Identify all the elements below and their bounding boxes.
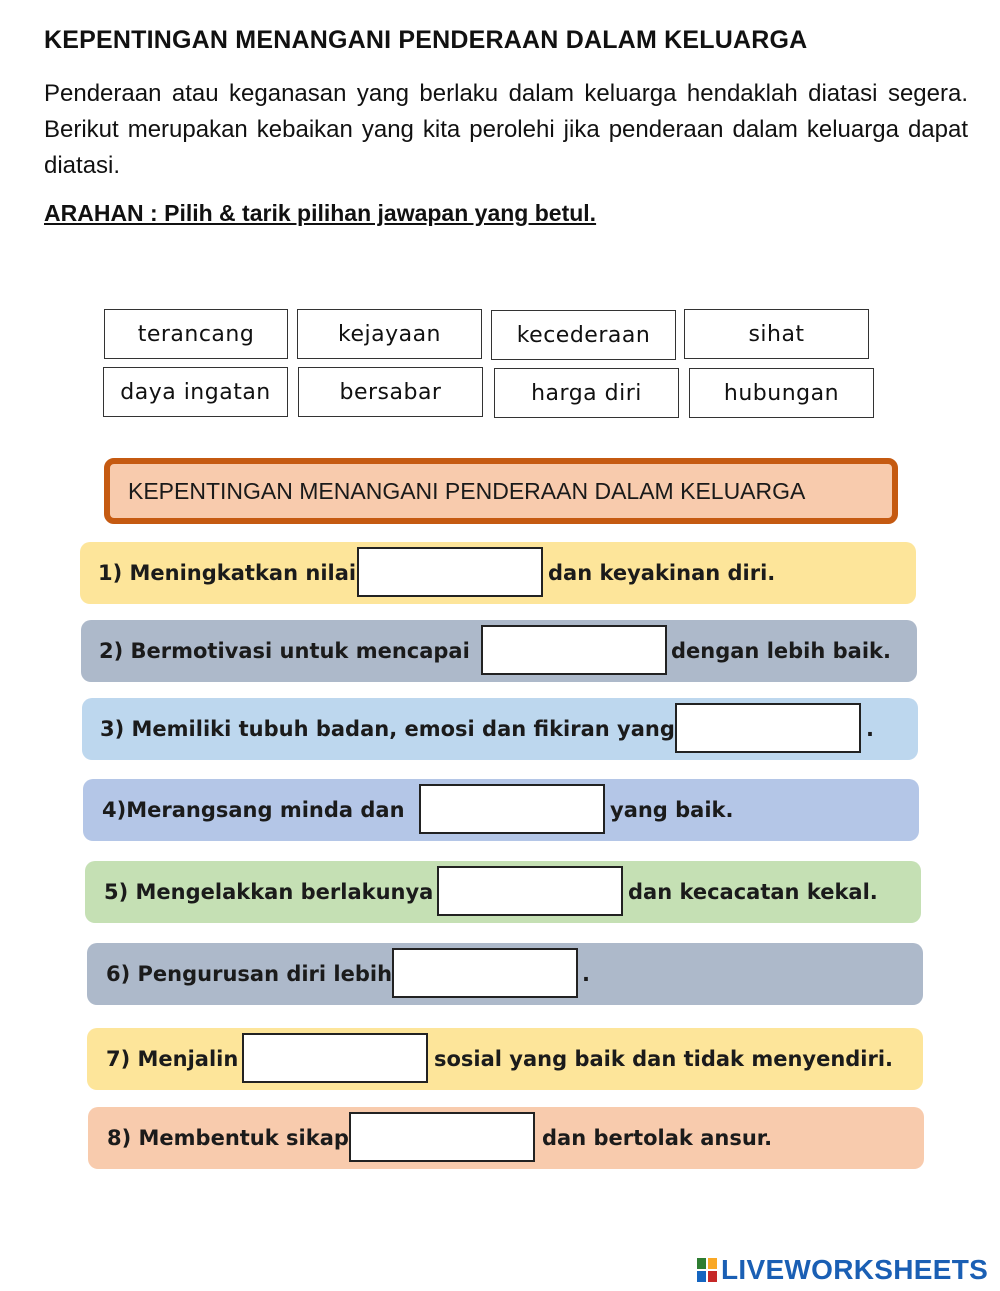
page-title: KEPENTINGAN MENANGANI PENDERAAN DALAM KELUARGA (44, 26, 808, 54)
sentence-before: 4)Merangsang minda dan (102, 798, 405, 822)
sentence-before: 8) Membentuk sikap (107, 1126, 349, 1150)
section-banner: KEPENTINGAN MENANGANI PENDERAAN DALAM KELUARGA (104, 458, 898, 524)
word-option[interactable]: terancang (104, 309, 288, 359)
answer-drop-slot[interactable] (419, 784, 605, 834)
answer-drop-slot[interactable] (349, 1112, 535, 1162)
sentence-row (85, 861, 921, 923)
sentence-after: . (582, 962, 590, 986)
liveworksheets-logo-icon (697, 1258, 717, 1282)
word-option[interactable]: daya ingatan (103, 367, 288, 417)
sentence-after: . (866, 717, 874, 741)
sentence-row (81, 620, 917, 682)
intro-paragraph: Penderaan atau keganasan yang berlaku dalam keluarga hendaklah diatasi segera. Berikut merupakan kebaikan yang kita perolehi jika penderaan dalam keluarga dapat diatasi. (44, 80, 968, 179)
sentence-before: 7) Menjalin (106, 1047, 239, 1071)
liveworksheets-logo[interactable] (697, 1254, 988, 1286)
instruction: ARAHAN : Pilih & tarik pilihan jawapan yang betul. (44, 200, 597, 226)
sentence-before: 3) Memiliki tubuh badan, emosi dan fikiran yang (100, 717, 675, 741)
sentence-after: dengan lebih baik. (671, 639, 891, 663)
answer-drop-slot[interactable] (675, 703, 861, 753)
answer-drop-slot[interactable] (392, 948, 578, 998)
sentence-after: dan bertolak ansur. (542, 1126, 773, 1150)
sentence-after: dan kecacatan kekal. (628, 880, 878, 904)
sentence-before: 6) Pengurusan diri lebih (106, 962, 393, 986)
sentence-before: 2) Bermotivasi untuk mencapai (99, 639, 470, 663)
word-option[interactable]: hubungan (689, 368, 874, 418)
sentence-before: 1) Meningkatkan nilai (98, 561, 357, 585)
sentence-row (88, 1107, 924, 1169)
sentence-row (83, 779, 919, 841)
answer-drop-slot[interactable] (357, 547, 543, 597)
answer-drop-slot[interactable] (242, 1033, 428, 1083)
sentence-before: 5) Mengelakkan berlakunya (104, 880, 434, 904)
word-option[interactable]: sihat (684, 309, 869, 359)
sentence-after: sosial yang baik dan tidak menyendiri. (434, 1047, 894, 1071)
logo-text: LIVEWORKSHEETS (721, 1254, 989, 1285)
answer-drop-slot[interactable] (481, 625, 667, 675)
word-option[interactable]: bersabar (298, 367, 483, 417)
sentence-row (87, 943, 923, 1005)
sentence-row (80, 542, 916, 604)
answer-drop-slot[interactable] (437, 866, 623, 916)
sentence-after: yang baik. (610, 798, 734, 822)
sentence-after: dan keyakinan diri. (548, 561, 776, 585)
sentence-row (87, 1028, 923, 1090)
word-option[interactable]: kecederaan (491, 310, 676, 360)
word-option[interactable]: kejayaan (297, 309, 482, 359)
word-option[interactable]: harga diri (494, 368, 679, 418)
sentence-row (82, 698, 918, 760)
